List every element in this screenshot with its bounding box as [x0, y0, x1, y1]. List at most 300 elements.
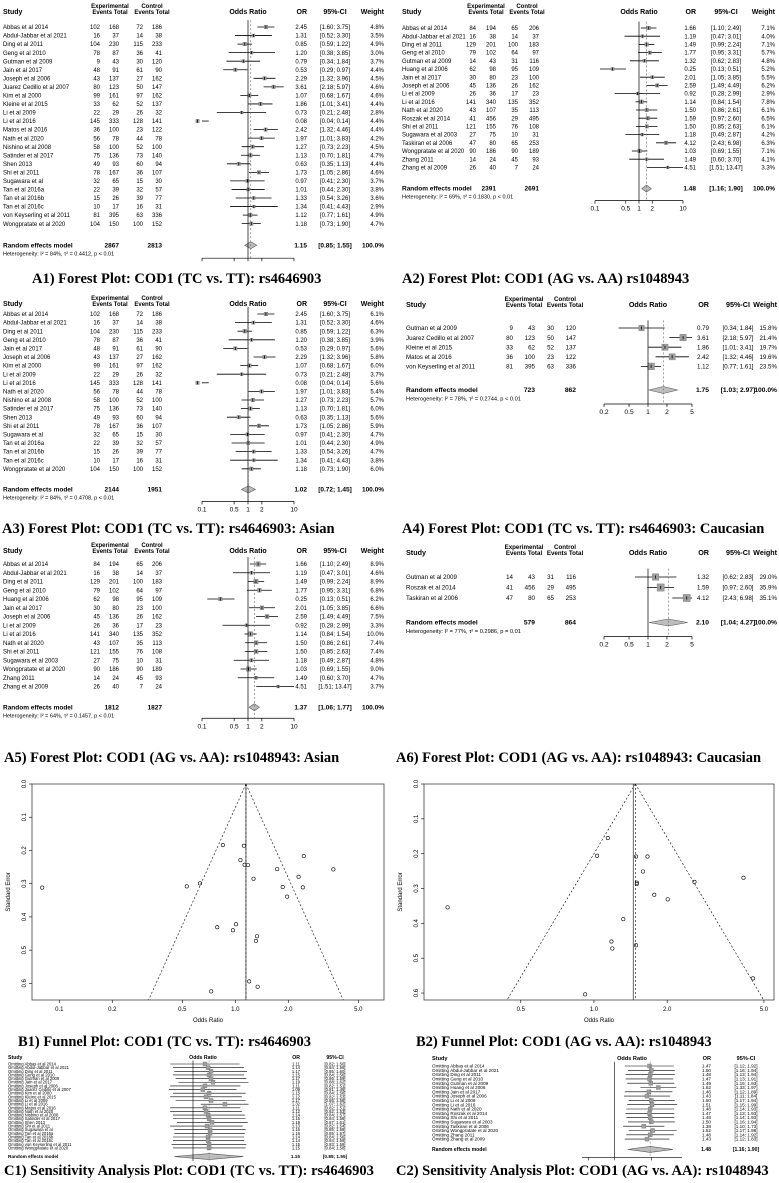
- study-name: Gutman et al 2009: [402, 58, 452, 65]
- study-ci: [0.62; 2.83]: [710, 58, 742, 65]
- study-ci: [0.73; 1.90]: [319, 221, 351, 228]
- study-or: 1.50: [295, 640, 307, 647]
- study-weight: 4.6%: [370, 170, 384, 177]
- study-point: [281, 885, 284, 888]
- study-ci: [1.32; 4.46]: [722, 353, 754, 361]
- study-ci: [0.97; 2.60]: [722, 584, 754, 592]
- events-total-header: Events Total: [92, 302, 128, 308]
- study-count: 65: [547, 595, 554, 603]
- study-count: 58: [93, 398, 100, 405]
- study-or: 4.12: [696, 595, 709, 603]
- row-ci: [0.84; 1.56]: [324, 1065, 346, 1071]
- caption-a3: A3) Forest Plot: COD1 (TC vs. TT): rs4646903: Asian: [2, 521, 335, 537]
- x-tick-label: 0.2: [108, 1007, 117, 1013]
- study-ci: [0.99; 2.24]: [710, 42, 742, 49]
- row-or: 1.47: [702, 1076, 711, 1082]
- study-name: Kleine et al 2015: [406, 344, 453, 352]
- study-point: [242, 844, 245, 847]
- study-count: 90: [93, 667, 100, 674]
- row-ci: [1.12; 1.89]: [734, 1089, 758, 1095]
- study-count: 14: [506, 574, 513, 582]
- study-count: 39: [136, 449, 143, 456]
- study-count: 52: [136, 102, 143, 109]
- study-count: 78: [155, 389, 162, 396]
- forest-plot-a1: [0, 0, 390, 262]
- study-count: 107: [151, 170, 162, 177]
- study-point: [255, 934, 258, 937]
- study-count: 38: [155, 320, 162, 327]
- study-count: 189: [528, 149, 539, 156]
- study-count: 352: [151, 632, 162, 639]
- row-or: 1.48: [702, 1132, 711, 1138]
- study-count: 15: [93, 449, 100, 456]
- study-name: Ding et al 2011: [402, 42, 442, 49]
- study-name: Jain et al 2017: [3, 605, 43, 612]
- study-count: 80: [528, 595, 535, 603]
- study-weight: 6.6%: [370, 605, 384, 612]
- study-or: 0.85: [295, 329, 307, 336]
- study-point: [246, 863, 249, 866]
- pooled-or: 1.75: [695, 387, 709, 395]
- study-header: Study: [3, 301, 23, 308]
- study-count: 16: [93, 320, 100, 327]
- study-count: 43: [93, 640, 100, 647]
- study-header: Study: [432, 1056, 448, 1062]
- plot-frame: [32, 784, 384, 1000]
- study-name: Abbas et al 2014: [402, 26, 448, 33]
- study-or: 1.33: [295, 196, 307, 203]
- study-count: 136: [108, 406, 119, 413]
- study-count: 80: [506, 334, 513, 342]
- omitted-study-label: Omitting Li et al 2016: [432, 1102, 476, 1108]
- x-tick-label: 0.1: [590, 205, 600, 213]
- study-weight: 3.7%: [370, 179, 384, 185]
- study-count: 48: [93, 346, 100, 353]
- estimate-square: [206, 1113, 210, 1117]
- study-name: Zhang 2011: [402, 157, 434, 164]
- study-count: 100: [151, 144, 162, 151]
- study-count: 80: [489, 75, 496, 82]
- y-tick-label: 0.3: [22, 879, 28, 888]
- study-count: 167: [108, 423, 119, 430]
- weight-header: Weight: [751, 9, 775, 16]
- study-point: [634, 944, 637, 947]
- pooled-ci: [0.85; 1.55]: [322, 1154, 348, 1160]
- study-count: 93: [112, 161, 119, 168]
- study-count: 57: [155, 441, 162, 448]
- row-ci: [1.15; 1.99]: [734, 1102, 758, 1108]
- study-weight: 4.8%: [370, 658, 384, 665]
- row-ci: [1.14; 1.93]: [734, 1115, 758, 1121]
- study-or: 0.53: [295, 346, 307, 353]
- row-or: 1.43: [702, 1136, 711, 1142]
- study-or: 1.34: [295, 458, 307, 465]
- study-point: [275, 867, 278, 870]
- row-or: 1.14: [291, 1112, 300, 1118]
- estimate-square: [206, 1135, 210, 1139]
- estimate-square: [223, 1102, 227, 1106]
- study-count: 65: [511, 140, 518, 147]
- pooled-or: 1.15: [294, 242, 307, 250]
- study-count: 495: [528, 116, 539, 123]
- row-ci: [0.84; 1.56]: [324, 1072, 346, 1078]
- or-header: OR: [698, 300, 709, 310]
- study-count: 30: [155, 432, 162, 439]
- study-or: 2.42: [696, 353, 709, 361]
- study-count: 162: [151, 355, 162, 362]
- study-name: Geng et al 2010: [3, 50, 46, 57]
- study-ci: [0.52; 3.30]: [319, 33, 351, 40]
- study-count: 94: [155, 415, 162, 422]
- study-count: 183: [528, 42, 539, 49]
- study-count: 32: [155, 110, 162, 117]
- study-weight: 4.7%: [370, 449, 384, 456]
- study-name: Sugawara et al: [3, 432, 44, 439]
- study-count: 84: [93, 562, 100, 569]
- study-or: 0.79: [696, 325, 709, 333]
- y-tick-label: 0.5: [414, 954, 420, 963]
- study-ci: [0.21; 2.48]: [319, 110, 351, 117]
- study-name: Shen 2013: [3, 161, 33, 168]
- x-tick-label: 1: [637, 205, 641, 213]
- study-or: 0.63: [295, 161, 307, 168]
- study-name: Taskiran et al 2006: [402, 140, 453, 147]
- study-count: 30: [93, 605, 100, 612]
- study-count: 56: [93, 389, 100, 396]
- study-or: 3.61: [295, 84, 307, 91]
- study-weight: 2.9%: [761, 91, 775, 98]
- study-count: 14: [136, 320, 143, 327]
- forest-svg: [0, 290, 390, 515]
- study-count: 16: [93, 570, 100, 577]
- study-count: 36: [136, 170, 143, 177]
- study-count: 58: [93, 144, 100, 151]
- study-count: 64: [511, 50, 518, 57]
- study-count: 168: [108, 25, 119, 32]
- x-tick-label: 2.0: [662, 1007, 672, 1013]
- study-count: 31: [155, 658, 162, 665]
- study-count: 141: [151, 380, 162, 387]
- study-count: 65: [112, 432, 119, 439]
- omitted-study-label: Omitting Jain et al 2017: [432, 1089, 481, 1095]
- study-count: 93: [155, 675, 162, 682]
- study-weight: 4.8%: [761, 58, 775, 65]
- study-count: 14: [136, 570, 143, 577]
- study-count: 23: [547, 353, 554, 361]
- study-weight: 4.9%: [370, 42, 384, 49]
- row-ci: [0.82; 1.53]: [324, 1094, 346, 1100]
- row-or: 1.11: [292, 1061, 300, 1067]
- study-weight: 3.3%: [761, 165, 775, 172]
- sensitivity-svg: [396, 1053, 779, 1161]
- study-count: 79: [469, 50, 476, 57]
- row-or: 1.16: [291, 1127, 300, 1133]
- study-ci: [0.41; 2.30]: [319, 179, 351, 185]
- heterogeneity-text: Heterogeneity: I² = 84%, τ² = 0.4708, p < 0.01: [3, 495, 115, 502]
- pooled-or: 1.02: [294, 486, 307, 494]
- study-count: 155: [485, 124, 496, 131]
- study-count: 495: [565, 584, 576, 592]
- study-count: 17: [511, 91, 518, 98]
- study-count: 72: [136, 25, 143, 32]
- study-count: 27: [93, 658, 100, 665]
- study-count: 26: [93, 623, 100, 630]
- study-weight: 6.2%: [761, 83, 775, 90]
- study-point: [610, 940, 613, 943]
- row-or: 1.62: [702, 1085, 711, 1091]
- study-point: [302, 854, 305, 857]
- sensitivity-svg: [0, 1053, 390, 1161]
- study-count: 194: [108, 562, 119, 569]
- study-ci: [0.04; 0.14]: [319, 380, 351, 387]
- forest-plot-a2: [396, 0, 779, 262]
- pooled-total-exp: 2867: [104, 242, 119, 250]
- study-count: 31: [155, 204, 162, 211]
- row-ci: [1.14; 1.93]: [734, 1106, 758, 1112]
- study-ci: [0.73; 1.90]: [319, 466, 351, 473]
- row-or: 1.14: [291, 1065, 300, 1071]
- study-ci: [0.34; 1.84]: [722, 325, 754, 333]
- study-count: 43: [112, 59, 119, 66]
- experimental-header: Experimental: [467, 4, 505, 10]
- study-count: 93: [112, 415, 119, 422]
- study-count: 90: [155, 346, 162, 353]
- row-or: 1.52: [702, 1128, 711, 1134]
- x-tick-label: 2: [665, 641, 669, 649]
- study-count: 129: [465, 42, 476, 49]
- row-or: 1.48: [702, 1106, 711, 1112]
- study-count: 90: [155, 67, 162, 74]
- study-weight: 4.7%: [370, 675, 384, 682]
- control-header: Control: [141, 543, 163, 549]
- study-count: 32: [155, 372, 162, 379]
- study-count: 40: [489, 165, 496, 172]
- study-count: 9: [96, 59, 100, 66]
- study-weight: 3.7%: [370, 684, 384, 691]
- study-count: 37: [112, 320, 119, 327]
- events-total-header: Events Total: [92, 10, 128, 16]
- study-count: 38: [155, 33, 162, 40]
- study-count: 45: [469, 83, 476, 90]
- study-weight: 6.3%: [370, 329, 384, 336]
- row-ci: [1.13; 1.91]: [734, 1076, 758, 1082]
- omitted-study-label: Omitting Abdul-Jabbar et al 2021: [8, 1065, 69, 1071]
- weight-header: Weight: [360, 301, 384, 308]
- study-count: 206: [528, 26, 539, 33]
- study-count: 52: [136, 398, 143, 405]
- study-point: [221, 843, 224, 846]
- study-count: 30: [547, 325, 554, 333]
- study-or: 1.13: [295, 406, 307, 413]
- omitted-study-label: Omitting Juarez Cedillo et al 2007: [8, 1087, 71, 1093]
- study-count: 41: [469, 116, 476, 123]
- study-count: 10: [93, 204, 100, 211]
- or-header: OR: [702, 1056, 711, 1062]
- study-count: 137: [151, 102, 162, 109]
- y-tick-label: 0.1: [22, 813, 28, 822]
- study-ci: [0.86; 2.61]: [710, 108, 742, 115]
- study-count: 47: [506, 595, 513, 603]
- x-tick-label: 0.5: [516, 1007, 525, 1013]
- study-count: 395: [524, 363, 535, 371]
- study-ci: [1.01; 3.83]: [319, 389, 351, 396]
- row-or: 1.15: [291, 1116, 300, 1122]
- study-count: 45: [511, 157, 518, 164]
- forest-plot-a6: [396, 538, 779, 743]
- study-ci: [0.77; 1.61]: [722, 363, 754, 371]
- pooled-total-ctrl: 864: [564, 619, 576, 627]
- study-weight: 4.7%: [370, 153, 384, 160]
- estimate-square: [650, 1103, 654, 1107]
- study-count: 129: [89, 579, 100, 586]
- study-name: Li et al 2016: [3, 119, 36, 126]
- x-axis-label: Odds Ratio: [583, 1018, 615, 1024]
- study-name: Jain et al 2017: [3, 346, 43, 353]
- study-weight: 4.9%: [370, 441, 384, 448]
- omitted-study-label: Omitting Jain et al 2017: [8, 1079, 52, 1085]
- study-count: 63: [136, 213, 143, 220]
- study-count: 109: [528, 67, 539, 74]
- study-name: Abbas et al 2014: [3, 562, 49, 569]
- heterogeneity-text: Heterogeneity: I² = 69%, τ² = 0.1830, p < 0.01: [402, 194, 514, 201]
- study-count: 167: [108, 170, 119, 177]
- study-ci: [0.62; 2.83]: [722, 574, 754, 582]
- study-count: 22: [93, 372, 100, 379]
- study-count: 73: [136, 153, 143, 160]
- funnel-right-limit: [635, 784, 763, 1000]
- pooled-total-exp: 2144: [104, 486, 119, 494]
- study-ci: [0.60; 3.70]: [319, 675, 351, 682]
- study-or: 0.79: [295, 59, 307, 66]
- study-count: 141: [89, 632, 100, 639]
- row-ci: [0.83; 1.59]: [324, 1141, 346, 1147]
- study-count: 65: [511, 26, 518, 33]
- study-count: 352: [528, 99, 539, 106]
- study-weight: 4.5%: [370, 144, 384, 151]
- x-tick-label: 2: [665, 409, 669, 417]
- x-tick-label: 0.1: [197, 723, 207, 731]
- study-point: [210, 990, 213, 993]
- study-ci: [0.41; 2.30]: [319, 432, 351, 439]
- study-point: [247, 980, 250, 983]
- study-count: 186: [151, 25, 162, 32]
- study-count: 186: [108, 667, 119, 674]
- study-count: 39: [112, 441, 119, 448]
- row-or: 1.14: [291, 1138, 300, 1144]
- study-count: 128: [132, 119, 143, 126]
- study-point: [239, 858, 242, 861]
- study-weight: 6.1%: [761, 124, 775, 131]
- study-or: 2.42: [295, 127, 307, 134]
- study-count: 36: [489, 91, 496, 98]
- omitted-study-label: Omitting Kim et al 2000: [8, 1090, 52, 1096]
- study-or: 1.49: [684, 42, 696, 49]
- pooled-weight: 100.0%: [361, 704, 384, 712]
- study-count: 81: [93, 213, 100, 220]
- ci-header: 95%-CI: [323, 301, 347, 308]
- odds-ratio-header: Odds Ratio: [617, 1056, 647, 1062]
- study-weight: 5.4%: [370, 389, 384, 396]
- control-header: Control: [141, 296, 163, 302]
- study-weight: 7.4%: [370, 649, 384, 656]
- study-count: 456: [524, 584, 535, 592]
- study-count: 98: [112, 597, 119, 604]
- weight-header: Weight: [360, 548, 384, 555]
- study-count: 62: [112, 102, 119, 109]
- caption-c2: C2) Sensitivity Analysis Plot: COD1 (AG vs. AA): rs1048943: [396, 1163, 769, 1179]
- study-point: [332, 868, 335, 871]
- study-or: 1.33: [295, 449, 307, 456]
- study-count: 91: [112, 346, 119, 353]
- row-ci: [0.82; 1.50]: [324, 1061, 346, 1067]
- study-ci: [0.41; 4.43]: [319, 458, 351, 465]
- caption-b1: B1) Funnel Plot: COD1 (TC vs. TT): rs4646903: [18, 1034, 311, 1050]
- row-or: 1.17: [291, 1097, 300, 1103]
- study-count: 333: [108, 119, 119, 126]
- y-tick-label: 0.4: [414, 919, 420, 928]
- row-or: 1.38: [702, 1123, 711, 1129]
- study-weight: 3.0%: [370, 50, 384, 57]
- study-count: 61: [136, 346, 143, 353]
- study-or: 1.07: [295, 363, 307, 370]
- study-count: 137: [108, 76, 119, 83]
- study-or: 3.61: [696, 334, 709, 342]
- study-ci: [0.69; 1.55]: [319, 667, 351, 674]
- study-ci: [0.28; 2.99]: [710, 91, 742, 98]
- forest-plot-a3: [0, 290, 390, 515]
- study-count: 65: [112, 179, 119, 185]
- study-count: 97: [532, 50, 539, 57]
- study-point: [234, 923, 237, 926]
- study-or: 1.14: [684, 99, 696, 106]
- row-ci: [0.82; 1.51]: [324, 1105, 346, 1111]
- study-or: 1.03: [295, 667, 307, 674]
- pooled-total-ctrl: 2691: [524, 185, 539, 193]
- events-total-header: Events Total: [509, 10, 545, 16]
- study-count: 95: [511, 67, 518, 74]
- study-weight: 6.3%: [761, 140, 775, 147]
- study-count: 152: [151, 466, 162, 473]
- study-weight: 5.7%: [370, 398, 384, 405]
- omitted-study-label: Omitting Wongpratate et al 2020: [432, 1128, 499, 1134]
- weight-header: Weight: [360, 9, 384, 16]
- or-header: OR: [296, 548, 307, 555]
- study-ci: [0.38; 3.85]: [319, 337, 351, 344]
- study-count: 41: [506, 584, 513, 592]
- study-count: 81: [506, 363, 513, 371]
- study-count: 145: [89, 380, 100, 387]
- study-name: Shi et al 2011: [3, 170, 40, 177]
- study-count: 100: [132, 466, 143, 473]
- y-axis-label: Standard Error: [398, 872, 404, 912]
- estimate-square: [204, 1109, 208, 1113]
- funnel-plot-b1: [0, 778, 390, 1028]
- funnel-plot-b2: [396, 778, 779, 1028]
- study-count: 32: [93, 179, 100, 185]
- row-or: 1.48: [702, 1072, 711, 1078]
- forest-svg: [396, 0, 779, 262]
- study-count: 140: [151, 406, 162, 413]
- omitted-study-label: Omitting Huang et al 2006: [432, 1085, 486, 1091]
- study-count: 43: [528, 325, 535, 333]
- experimental-header: Experimental: [91, 296, 129, 302]
- study-count: 43: [93, 76, 100, 83]
- row-ci: [1.07; 1.62]: [324, 1101, 346, 1107]
- omitted-study-label: Omitting von Keyserling et al 2011: [8, 1141, 72, 1147]
- study-name: Geng et al 2010: [3, 588, 46, 595]
- study-count: 78: [93, 170, 100, 177]
- study-count: 75: [93, 406, 100, 413]
